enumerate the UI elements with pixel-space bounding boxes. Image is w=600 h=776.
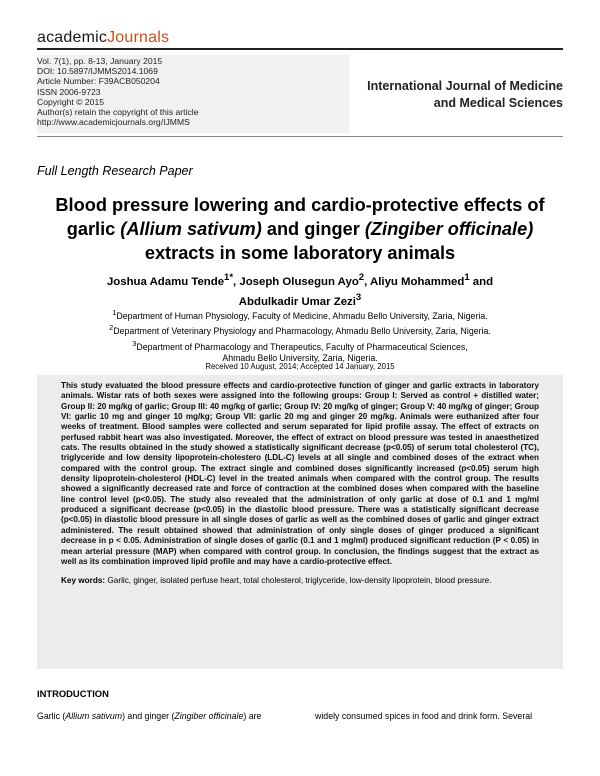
author-list: Joshua Adamu Tende$^{1*}$, Joseph Olusegun Ayo$^2$, Aliyu Mohammed$^1$ and Abdulkadir Umar Zezi$^3$ — [106, 272, 494, 309]
abstract-box — [37, 375, 563, 669]
intro-column-2: widely consumed spices in food and drink form. Several — [315, 711, 533, 721]
title-part1: Blood pressure lowering and cardio-protective effects of garlic — [55, 195, 545, 239]
author-2-sup: 2 — [358, 272, 365, 283]
intro-text-b: ) and ginger ( — [122, 711, 175, 721]
author-3-sup: 1 — [464, 272, 470, 283]
affiliation-2 — [40, 322, 560, 337]
affiliation-3 — [40, 338, 560, 353]
paper-type: Full Length Research Paper — [37, 164, 193, 178]
intro-text-a: Garlic ( — [37, 711, 66, 721]
section-heading-introduction: INTRODUCTION — [37, 688, 109, 699]
publisher-logo — [37, 29, 169, 47]
author-4: Abdulkadir Umar Zezi — [238, 296, 356, 309]
affiliation-1-text: Department of Human Physiology, Faculty of Medicine, Ahmadu Bello University, Zaria, Nigeria. — [116, 310, 488, 321]
affiliation-2-text: Department of Veterinary Physiology and Pharmacology, Ahmadu Bello University, Zaria, Nigeria. — [113, 326, 491, 337]
meta-issn: ISSN 2006-9723 — [37, 86, 101, 97]
header-divider — [37, 136, 563, 137]
meta-copyright: Copyright © 2015 — [37, 96, 105, 107]
meta-article-number: Article Number: F39ACB050204 — [37, 76, 160, 87]
keywords-label: Key words: — [61, 576, 106, 586]
title-part2: and ginger — [261, 219, 365, 239]
keywords-text: Garlic, ginger, isolated perfuse heart, total cholesterol, triglyceride, low-density lipoprotein, blood pressure. — [105, 576, 492, 586]
received-dates: Received 10 August, 2014; Accepted 14 January, 2015 — [205, 362, 395, 371]
affiliations — [40, 307, 560, 364]
journal-name-line1: International Journal of Medicine — [367, 79, 563, 93]
intro-italic-ginger: Zingiber officinale — [174, 711, 244, 721]
logo-journals: Journals — [107, 29, 170, 46]
journal-name-line2: and Medical Sciences — [433, 96, 563, 110]
keywords — [61, 576, 539, 587]
meta-url[interactable]: http://www.academicjournals.org/IJMMS — [37, 117, 190, 128]
title-part3: extracts in some laboratory animals — [144, 243, 456, 263]
intro-column-1 — [37, 710, 287, 722]
paper-title — [40, 193, 560, 265]
title-italic2: (Zingiber officinale) — [364, 219, 534, 239]
author-1: Joshua Adamu Tende — [106, 275, 225, 288]
intro-italic-garlic: Allium sativum — [65, 711, 123, 721]
affiliation-3-text: Department of Pharmacology and Therapeutics, Faculty of Pharmaceutical Sciences, — [136, 341, 468, 352]
journal-name — [333, 78, 563, 112]
author-4-sup: 3 — [355, 292, 362, 304]
title-italic1: (Allium sativum) — [120, 219, 262, 239]
affiliation-3-sup: 3 — [132, 338, 137, 348]
logo-academic: academic — [37, 29, 108, 46]
author-3: Aliyu Mohammed — [370, 275, 465, 288]
author-2: Joseph Olusegun Ayo — [239, 275, 359, 288]
header-rule — [37, 48, 563, 50]
meta-doi: DOI: 10.5897/IJMMS2014.1069 — [37, 66, 158, 77]
abstract-text: This study evaluated the blood pressure effects and cardio-protective function of ginger and garlic extracts in laboratory animals. Wistar rats of both sexes were assigned into the following groups: Group I: Served as control + distilled water; Group II: 20 mg/kg of garlic; Group III: 40 mg/kg of garlic; Group IV: 20 mg/kg of ginger; Group V: 40 mg/kg of ginger; Group VI: garlic 10 mg and ginger 10 mg/kg; Group VII: garlic 20 mg and ginger 20 mg/kg. Animals were euthanized after four weeks of treatment. Blood samples were collected and serum separated for lipid profile assay. The effect of extracts on perfused rabbit heart was also investigated. Moreover, the effect of extract on blood pressure was tested in anaesthetized cats. The results obtained in the study showed a statistically significant decrease (p<0.05) of serum total cholesterol (TC), triglyceride and low density lipoprotein-cholestero (LDL-C) levels at all single and combined doses of the extract when compared with the control group. The extract single and combined doses significantly increased (p<0.05) serum high density lipoprotein-cholesterol (HDL-C) level in the treated animals when compared with the control group. The results showed a significantly decreased rate and force of contraction at the combined doses when compared with the baseline line control level (p<0.05). The study also revealed that the administration of only garlic at dose of 0.1 and 1 mg/ml produced a significant decrease (p<0.05) in the diastolic blood pressure. There was a statistically significant decrease (p<0.05) in diastolic blood pressure in all single doses of garlic as well as the combined doses of garlic and ginger extract administered. The result obtained showed that administration of only single doses of ginger produced a significant decrease in p < 0.05. Administration of single doses of garlic (0.1 and 1 mg/ml) produced significant reduction (P < 0.05) in mean arterial pressure (MAP) when compared with control group. In conclusion, the findings suggest that the extract as well as its combination improved lipid profile and may have a cardio-protective effect. — [61, 381, 539, 566]
author-and: and — [469, 275, 494, 288]
meta-rights: Author(s) retain the copyright of this article — [37, 107, 199, 118]
author-1-sup: 1* — [224, 272, 234, 283]
affiliation-2-sup: 2 — [109, 323, 114, 333]
meta-volume: Vol. 7(1), pp. 8-13, January 2015 — [37, 56, 163, 66]
affiliation-1-sup: 1 — [112, 308, 117, 317]
article-metadata — [37, 56, 198, 127]
affiliation-3-cont: Ahmadu Bello University, Zaria, Nigeria. — [222, 352, 378, 363]
intro-text-c: ) are — [243, 711, 262, 721]
affiliation-1 — [40, 307, 560, 322]
